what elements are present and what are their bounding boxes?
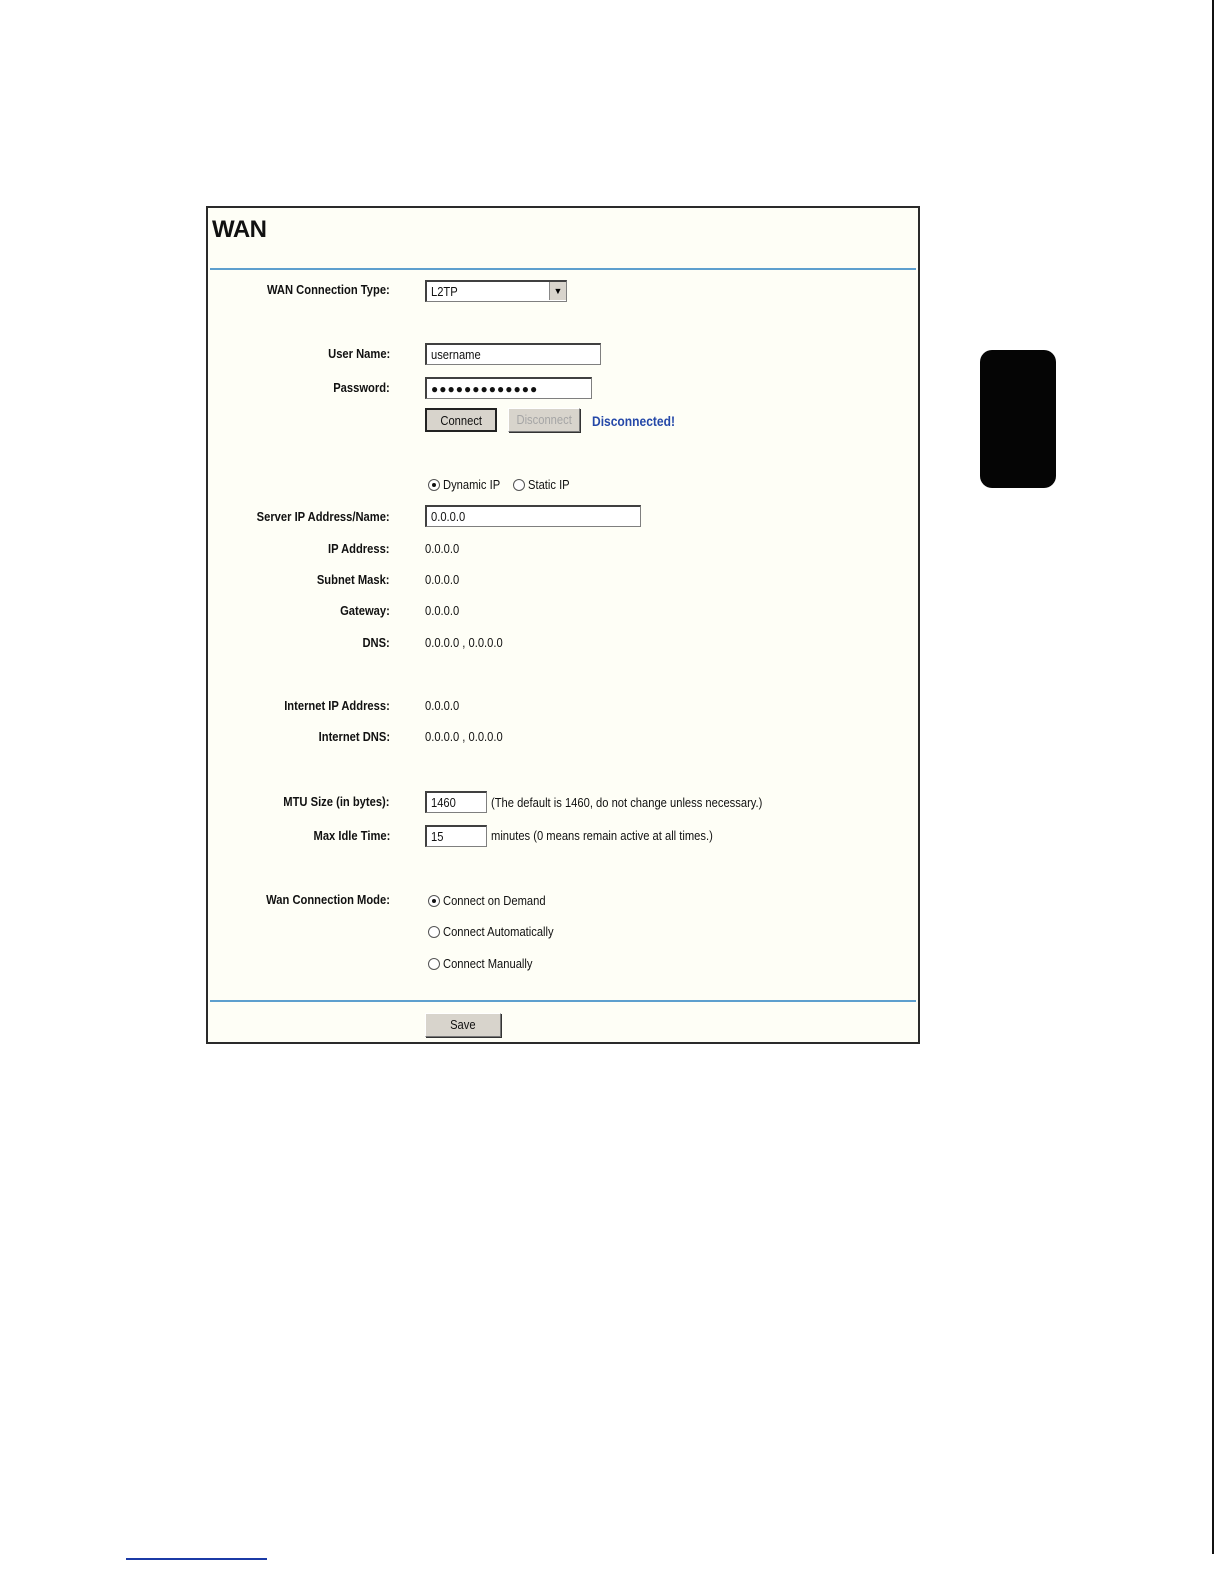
dynamic-ip-option[interactable]	[428, 477, 509, 492]
max-idle-value: 15	[431, 829, 444, 844]
connection-status: Disconnected!	[592, 413, 675, 429]
gateway-label: Gateway:	[340, 603, 390, 618]
save-button-label: Save	[450, 1017, 476, 1032]
chapter-tab-marker	[980, 350, 1056, 488]
dynamic-ip-label: Dynamic IP	[443, 477, 501, 492]
user-name-label: User Name:	[327, 346, 390, 361]
max-idle-note: minutes (0 means remain active at all times.)	[491, 828, 713, 843]
server-address-label: Server IP Address/Name:	[257, 509, 390, 524]
dns-label: DNS:	[362, 635, 390, 650]
disconnect-button[interactable]	[508, 408, 580, 432]
internet-ip-label: Internet IP Address:	[284, 698, 390, 713]
connect-button[interactable]	[425, 408, 497, 432]
password-label: Password:	[333, 380, 390, 395]
save-button[interactable]	[425, 1013, 501, 1037]
mode-option-demand[interactable]	[428, 893, 562, 908]
connection-mode-label: Wan Connection Mode:	[266, 892, 390, 907]
mtu-label: MTU Size (in bytes):	[283, 794, 390, 809]
mode-automatic-radio[interactable]	[428, 926, 440, 938]
connect-button-label: Connect	[440, 413, 482, 428]
password-input[interactable]	[425, 377, 592, 399]
user-name-value: username	[431, 347, 481, 362]
ip-address-value: 0.0.0.0	[425, 541, 460, 556]
max-idle-label: Max Idle Time:	[313, 828, 390, 843]
ip-address-label: IP Address:	[328, 541, 390, 556]
max-idle-input[interactable]	[425, 825, 487, 847]
page-edge-line	[1212, 0, 1214, 1554]
static-ip-label: Static IP	[528, 477, 570, 492]
mode-demand-label: Connect on Demand	[443, 893, 546, 908]
mode-demand-radio[interactable]	[428, 895, 440, 907]
mode-automatic-label: Connect Automatically	[443, 924, 554, 939]
wan-settings-panel	[206, 206, 920, 1044]
mtu-input[interactable]	[425, 791, 487, 813]
disconnect-button-label: Disconnect	[516, 412, 572, 427]
static-ip-radio[interactable]	[513, 479, 525, 491]
connection-type-select[interactable]	[425, 280, 567, 302]
mode-option-automatic[interactable]	[428, 924, 572, 939]
user-name-input[interactable]	[425, 343, 601, 365]
server-address-value: 0.0.0.0	[431, 509, 466, 524]
mtu-value: 1460	[431, 795, 456, 810]
dns-value: 0.0.0.0 , 0.0.0.0	[425, 635, 503, 650]
mode-manual-label: Connect Manually	[443, 956, 533, 971]
static-ip-option[interactable]	[513, 477, 576, 492]
password-value: ●●●●●●●●●●●●●	[431, 382, 539, 396]
mode-manual-radio[interactable]	[428, 958, 440, 970]
subnet-mask-value: 0.0.0.0	[425, 572, 460, 587]
connection-type-value: L2TP	[431, 284, 458, 299]
internet-dns-value: 0.0.0.0 , 0.0.0.0	[425, 729, 503, 744]
chevron-down-icon[interactable]: ▼	[549, 282, 566, 300]
top-divider	[210, 268, 916, 270]
page-title: WAN	[212, 216, 267, 243]
footer-rule	[126, 1558, 267, 1560]
internet-dns-label: Internet DNS:	[318, 729, 390, 744]
connection-type-label: WAN Connection Type:	[267, 282, 390, 297]
subnet-mask-label: Subnet Mask:	[317, 572, 390, 587]
gateway-value: 0.0.0.0	[425, 603, 460, 618]
server-address-input[interactable]	[425, 505, 641, 527]
internet-ip-value: 0.0.0.0	[425, 698, 460, 713]
mode-option-manual[interactable]	[428, 956, 547, 971]
bottom-divider	[210, 1000, 916, 1002]
mtu-note: (The default is 1460, do not change unless necessary.)	[491, 795, 763, 810]
dynamic-ip-radio[interactable]	[428, 479, 440, 491]
